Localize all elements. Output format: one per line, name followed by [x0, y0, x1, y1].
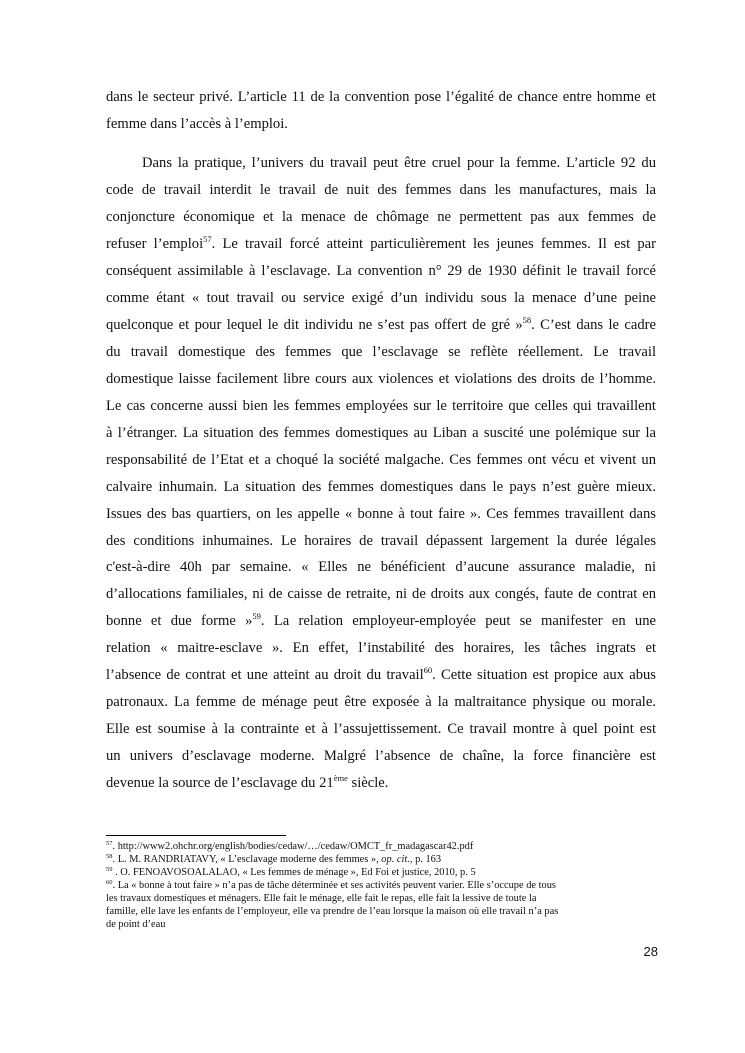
text-line: responsabilité de l’Etat et a choqué la société malgache. Ces femmes ont vécu et vivent un	[106, 451, 656, 468]
text-line: refuser l’emploi$^{57}$. Le travail forcé atteint particulièrement les jeunes femmes. Il est par	[106, 234, 656, 253]
text-line: relation « maitre-esclave ». En effet, l’instabilité des horaires, les tâches ingrats et	[106, 640, 656, 657]
footnote-57: $^{57}$. http://www2.ohchr.org/english/bodies/cedaw/…/cedaw/OMCT_fr_madagascar42.pdf	[106, 840, 474, 852]
text-line: quelconque et pour lequel le dit individu ne s’est pas offert de gré »$^{58}$. C’est dans le cadre	[106, 315, 656, 333]
text-line: dans le secteur privé. L’article 11 de la convention pose l’égalité de chance entre homme et	[106, 89, 656, 105]
text-line: femme dans l’accès à l’emploi.	[106, 115, 288, 132]
text-line: Issues des bas quartiers, on les appelle « bonne à tout faire ». Ces femmes travaillent dans	[106, 505, 656, 522]
text-line: l’absence de contrat et une atteint au droit du travail$^{60}$. Cette situation est propice aux abus	[106, 665, 656, 684]
footnote-60-continued: les travaux domestiques et ménagers. Elle fait le ménage, elle fait le repas, elle fait la lessive de toute la	[106, 893, 537, 904]
text-line: à l’étranger. La situation des femmes domestiques au Liban a suscité une polémique sur la	[106, 424, 656, 441]
text-line: Dans la pratique, l’univers du travail peut être cruel pour la femme. L’article 92 du	[142, 155, 656, 172]
text-line: patronaux. La femme de ménage peut être exposée à la maltraitance physique ou morale.	[106, 694, 656, 711]
text-line: des conditions inhumaines. Le horaires de travail dépassent largement la durée légales	[106, 532, 656, 549]
ordinal-suffix: ème	[333, 772, 348, 783]
text-line: un univers d’esclavage moderne. Malgré l’absence de chaîne, la force financière est	[106, 748, 656, 764]
text-line: code de travail interdit le travail de nuit des femmes dans les manufactures, mais la	[106, 182, 656, 199]
footnote-59: $^{59}$ . O. FENOAVOSOALALAO, « Les femmes de ménage », Ed Foi et justice, 2010, p. 5	[106, 866, 476, 878]
text-line: devenue la source de l’esclavage du 21ème siècle.	[106, 772, 389, 791]
text-line: du travail domestique des femmes que l’esclavage se reflète réellement. Le travail	[106, 343, 656, 360]
footnote-separator	[106, 835, 286, 836]
footnote-60-continued: de point d’eau	[106, 919, 166, 930]
text-line: bonne et due forme »$^{59}$. La relation employeur-employée peut se manifester en une	[106, 611, 656, 630]
text-line: calvaire inhumain. La situation des femmes domestiques dans le pays n’est guère mieux.	[106, 478, 656, 495]
body-text	[106, 84, 656, 797]
text-line: c'est-à-dire 40h par semaine. « Elles ne bénéficient d’aucune assurance maladie, ni	[106, 559, 656, 576]
footnote-ref-58: 58	[522, 315, 532, 325]
footnote-58: $^{58}$. L. M. RANDRIATAVY, « L’esclavage moderne des femmes », op. cit., p. 163	[106, 853, 442, 865]
text-line: conjoncture économique et la menace de chômage ne permettent pas aux femmes de	[106, 209, 656, 226]
text-line: domestique laisse facilement libre cours aux violences et violations des droits de l’homme.	[106, 370, 656, 387]
text-line: d’allocations familiales, ni de caisse de retraite, ni de droits aux congés, faute de contrat en	[106, 586, 656, 603]
footnote-ref-60: 60	[423, 665, 433, 676]
footnote-60: $^{60}$. La « bonne à tout faire » n’a pas de tâche déterminée et ses activités peuvent varier. Elle s’occupe de tous	[106, 879, 556, 891]
footnote-ref-57: 57	[203, 234, 212, 245]
text-line: comme étant « tout travail ou service exigé d’un individu sous la menace d’une peine	[106, 290, 656, 307]
text-line: Le cas concerne aussi bien les femmes employées sur le territoire que celles qui travaillent	[106, 397, 656, 414]
footnote-ref-59: 59	[252, 611, 261, 622]
text-line: Elle est soumise à la contrainte et à l’assujettissement. Ce travail montre à quel point est	[106, 721, 656, 738]
footnotes	[106, 840, 656, 931]
page-number: 28	[643, 944, 658, 959]
footnote-60-continued: famille, elle lave les enfants de l’employeur, elle va prendre de l’eau lorsque la maison où elle travail n’a pas	[106, 906, 559, 917]
text-line: conséquent assimilable à l’esclavage. La convention n° 29 de 1930 définit le travail forcé	[106, 263, 656, 280]
